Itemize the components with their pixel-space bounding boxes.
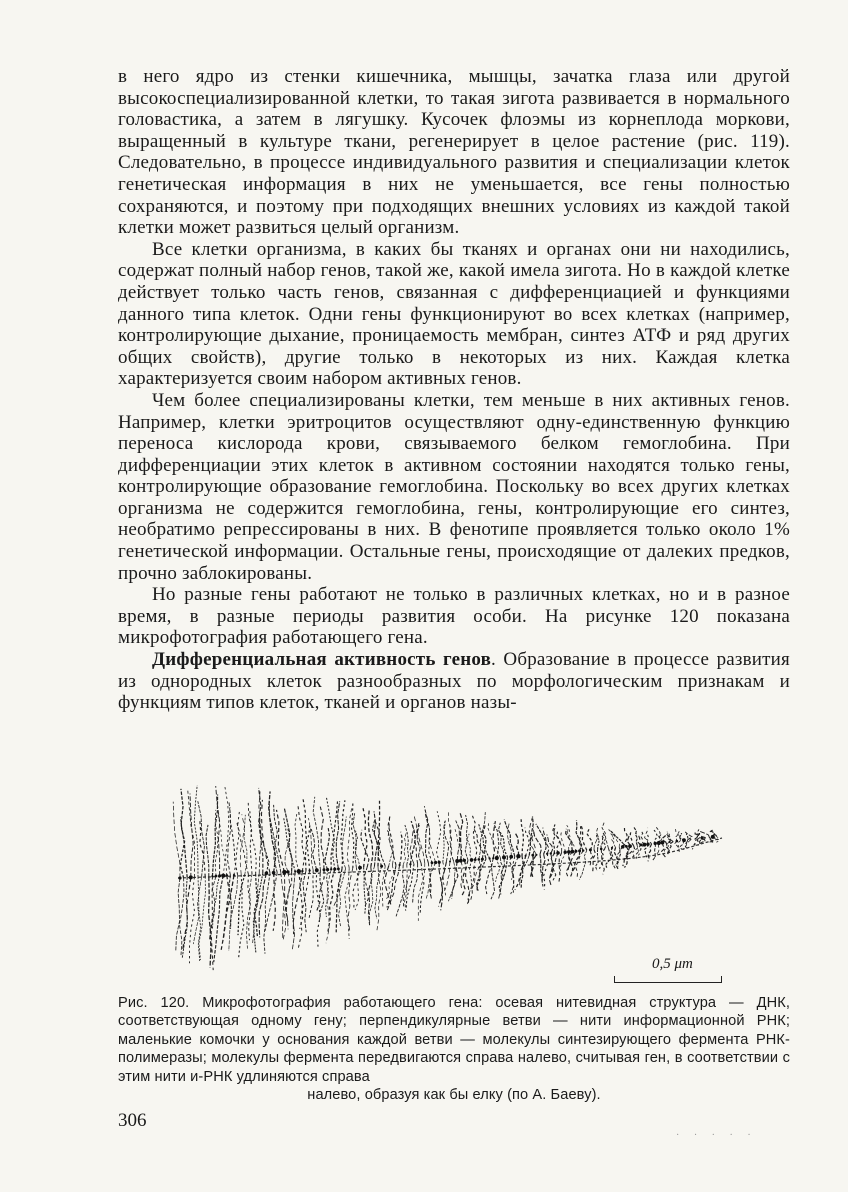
polymerase-dot — [628, 844, 632, 848]
rna-branch — [579, 850, 586, 879]
rna-branch — [230, 807, 238, 875]
polymerase-dot — [509, 855, 513, 859]
rna-branch — [341, 800, 345, 868]
rna-branch — [525, 828, 529, 856]
rna-branch — [601, 849, 604, 874]
rna-branch — [417, 825, 421, 864]
rna-branch — [496, 858, 500, 882]
rna-branch — [641, 831, 645, 845]
polymerase-dot — [301, 870, 303, 872]
paragraph-3: Чем более специализированы клетки, тем меньше в них активных генов. Например, клетки эритроцитов осуществляют одну-единственную функцию переноса кислорода крови, связываемого белком гемоглобина. При дифференциации этих клеток в активном состоянии находятся только гены, контролирующие образование гемоглобина. Поскольку во всех других клетках организма не содержится гемоглобина, гены, контролирующие его синтез, необратимо репрессированы в них. В фенотипе проявляется только около 1% генетической информации. Остальные гены, происходящие от далеких предков, прочно заблокированы. — [118, 389, 790, 584]
polymerase-dot — [315, 868, 319, 872]
rna-branch — [694, 839, 699, 845]
rna-branch — [472, 815, 477, 860]
polymerase-dot — [323, 868, 326, 871]
polymerase-dot — [409, 863, 411, 865]
rna-branch — [353, 868, 360, 911]
polymerase-dot — [431, 861, 434, 864]
rna-branch — [388, 818, 394, 866]
rna-branch — [370, 867, 375, 925]
rna-branch — [229, 875, 238, 951]
rna-branch — [325, 828, 330, 870]
polymerase-dot — [178, 876, 181, 879]
section-paragraph — [118, 649, 790, 714]
polymerase-dot — [294, 870, 296, 872]
rna-branch — [521, 856, 523, 888]
rna-branch — [414, 815, 425, 863]
polymerase-dot — [474, 858, 477, 861]
rna-branch — [361, 830, 369, 867]
rna-branch — [353, 813, 356, 868]
rna-branch — [363, 808, 367, 867]
section-text: . Образование в процессе развития из однородных клеток разнообразных по морфологическим признакам и функциям типов клеток, тканей и органов назы- — [118, 649, 790, 714]
polymerase-dot — [459, 859, 463, 863]
rna-branch — [382, 866, 385, 908]
rna-branch — [566, 824, 576, 851]
polymerase-dot — [564, 851, 567, 854]
polymerase-dot — [600, 848, 603, 851]
rna-branch — [336, 869, 342, 933]
rna-branch — [486, 859, 492, 895]
rna-branch — [240, 814, 244, 874]
rna-branch — [190, 877, 195, 963]
rna-branch — [234, 811, 240, 875]
micrograph-image — [170, 780, 730, 985]
rna-branch — [437, 811, 441, 862]
rna-branch — [339, 869, 346, 927]
rna-branch — [587, 829, 592, 850]
polymerase-dot — [621, 845, 625, 849]
rna-branch — [593, 850, 596, 872]
polymerase-dot — [337, 868, 340, 871]
rna-branch — [284, 808, 292, 871]
rna-branch — [668, 834, 671, 842]
rna-branch — [212, 795, 217, 877]
rna-branch — [654, 830, 657, 843]
rna-branch — [648, 844, 652, 862]
footer-marks: · · · · · — [676, 1130, 757, 1141]
rna-branch — [630, 830, 633, 845]
rna-branch — [320, 807, 324, 870]
rna-branch — [247, 874, 253, 949]
rna-branch — [590, 850, 593, 866]
polymerase-dot — [399, 864, 401, 866]
rna-branch — [472, 859, 481, 889]
rna-branch — [576, 820, 582, 851]
scale-label: 0,5 μm — [652, 956, 693, 972]
rna-branch — [461, 861, 463, 891]
rna-branch — [352, 802, 354, 869]
rna-branch — [281, 872, 285, 940]
rna-branch — [248, 874, 250, 940]
rna-branch — [244, 815, 247, 875]
polymerase-dot — [669, 841, 671, 843]
rna-branch — [559, 853, 562, 882]
rna-branch — [634, 827, 637, 845]
polymerase-dot — [478, 858, 481, 861]
rna-branch — [347, 808, 352, 868]
rna-branch — [298, 804, 305, 871]
rna-branch — [400, 832, 403, 865]
polymerase-dot — [676, 840, 679, 843]
polymerase-dot — [286, 870, 289, 873]
paragraph-1: в него ядро из стенки кишечника, мышцы, зачатка глаза или другой высокоспециализированной клетки, то такая зигота развивается в нормального головастика, а затем в лягушку. Кусочек флоэмы из корнеплода моркови, выращенный в культуре ткани, регенерирует в целое растение (рис. 119). Следовательно, в процессе индивидуального развития и специализации клеток генетическая информация в них не уменьшается, все гены полностью сохраняются, и поэтому при подходящих внешних условиях из каждой такой клетки может развиться целый организм. — [118, 66, 790, 239]
rna-branch — [594, 828, 598, 850]
rna-branch — [542, 854, 545, 886]
polymerase-dot — [571, 850, 575, 854]
rna-branch — [547, 835, 553, 854]
polymerase-dot — [481, 858, 484, 861]
polymerase-dot — [492, 857, 494, 859]
rna-branch — [173, 802, 180, 878]
rna-branch — [521, 817, 523, 856]
rna-branch — [531, 855, 534, 877]
rna-branch — [614, 848, 618, 870]
polymerase-dot — [550, 852, 552, 854]
rna-branch — [259, 873, 266, 937]
rna-branch — [511, 856, 519, 894]
rna-branch — [599, 849, 604, 869]
rna-branch — [298, 871, 309, 948]
rna-branch — [376, 823, 382, 867]
rna-branch — [491, 858, 495, 899]
caption-main: Рис. 120. Микрофотография работающего гена: осевая нитевидная структура — ДНК, соответствующая одному гену; перпендикулярные ветви — нити информационной РНК; маленькие комочки у основания каждой ветви — молекулы синтезирующего фермента РНК-полимеразы; молекулы фермента передвигаются справа налево, считывая ген, в соответствии с этим нити и-РНК удлиняются справа — [118, 995, 790, 1085]
polymerase-dot — [221, 874, 225, 878]
rna-branch — [685, 832, 692, 840]
rna-branch — [384, 866, 391, 905]
rna-branch — [365, 867, 369, 907]
polymerase-dot — [495, 856, 499, 860]
section-heading: Дифференциальная активность генов — [152, 649, 492, 671]
polymerase-dot — [215, 875, 218, 878]
rna-branch — [206, 825, 209, 877]
polymerase-dot — [657, 841, 661, 845]
polymerase-dot — [226, 874, 229, 877]
rna-branch — [403, 832, 406, 865]
rna-branch — [536, 824, 546, 854]
rna-branch — [348, 868, 353, 931]
rna-branch — [410, 821, 415, 864]
rna-branch — [675, 828, 680, 841]
polymerase-dot — [531, 854, 534, 857]
rna-branch — [396, 865, 404, 917]
polymerase-dot — [189, 875, 193, 879]
rna-branch — [307, 823, 310, 870]
body-text — [118, 66, 790, 714]
rna-branch — [596, 849, 599, 870]
polymerase-dot — [438, 861, 441, 864]
polymerase-dot — [272, 871, 276, 875]
polymerase-dot — [282, 870, 286, 874]
rna-branch — [429, 863, 436, 901]
rna-branch — [277, 810, 285, 872]
paragraph-4: Но разные гены работают не только в различных клетках, но и в разное время, в разные периоды развития особи. На рисунке 120 показана микрофотография работающего гена. — [118, 584, 790, 649]
polymerase-dot — [556, 851, 560, 855]
rna-branch — [345, 868, 349, 939]
rna-branch — [477, 859, 487, 891]
rna-branch — [504, 820, 515, 857]
polymerase-dot — [575, 850, 578, 853]
rna-branch — [273, 873, 275, 931]
caption-last-line: налево, образуя как бы елку (по А. Баеву). — [307, 1087, 601, 1104]
polymerase-dot — [578, 849, 581, 852]
scale-bar — [614, 976, 722, 983]
polymerase-dot — [589, 848, 592, 851]
rna-branch — [209, 876, 211, 967]
page-number: 306 — [118, 1110, 147, 1131]
rna-branch — [326, 870, 329, 917]
rna-branch — [355, 868, 358, 910]
rna-branch — [269, 791, 276, 872]
polymerase-dot — [265, 871, 269, 875]
rna-branch — [608, 848, 615, 868]
rna-branch — [237, 822, 249, 875]
polymerase-dot — [309, 870, 311, 872]
rna-branch — [181, 789, 187, 878]
polymerase-dot — [502, 855, 506, 859]
polymerase-dot — [218, 874, 221, 877]
rna-branch — [467, 834, 472, 860]
rna-branch — [333, 869, 341, 908]
polymerase-dot — [470, 858, 474, 862]
polymerase-dot — [625, 845, 628, 848]
polymerase-dot — [516, 854, 520, 858]
rna-branch — [309, 870, 314, 920]
rna-branch — [319, 870, 324, 922]
rna-branch — [443, 862, 446, 895]
polymerase-dot — [455, 859, 459, 863]
polymerase-dot — [297, 869, 301, 873]
polymerase-dot — [380, 865, 383, 868]
rna-branch — [557, 832, 561, 853]
polymerase-dot — [546, 853, 548, 855]
rna-branch — [601, 832, 604, 849]
polymerase-dot — [611, 847, 613, 849]
paragraph-2: Все клетки организма, в каких бы тканях и органах они ни находились, содержат полный набор генов, такой же, какой имела зигота. Но в каждой клетке действует только часть генов, связанная с дифференциацией и функциями данного типа клеток. Одни гены функционируют во всех клетках (например, контролирующие дыхание, проницаемость мембран, синтез АТФ и ряд других общих свойств), другие только в некоторых из них. Каждая клетка характеризуется своим набором активных генов. — [118, 238, 790, 390]
rna-branch — [221, 875, 229, 949]
rna-branch — [610, 831, 619, 848]
rna-branch — [292, 872, 295, 951]
polymerase-dot — [525, 855, 527, 857]
polymerase-dot — [463, 859, 466, 862]
rna-branch — [418, 863, 425, 921]
polymerase-dot — [567, 850, 571, 854]
polymerase-dot — [333, 868, 336, 871]
polymerase-dot — [330, 868, 332, 870]
polymerase-dot — [449, 861, 451, 863]
rna-branch — [544, 854, 549, 890]
gene-micrograph — [170, 780, 730, 985]
polymerase-dot — [434, 861, 437, 864]
polymerase-dot — [642, 843, 646, 847]
rna-branch — [534, 832, 542, 855]
rna-branch — [265, 873, 277, 931]
polymerase-dot — [489, 857, 491, 859]
polymerase-dot — [646, 843, 649, 846]
polymerase-dot — [553, 852, 555, 854]
rna-branch — [303, 798, 307, 871]
polymerase-dot — [233, 874, 235, 876]
polymerase-dot — [535, 854, 537, 856]
figure-caption — [118, 994, 790, 1104]
polymerase-dot — [358, 866, 362, 870]
rna-branch — [466, 860, 470, 903]
rna-branch — [198, 801, 205, 877]
polymerase-dot — [682, 838, 686, 842]
polymerase-dot — [211, 875, 213, 877]
rna-branch — [295, 813, 299, 871]
rna-branch — [568, 852, 572, 877]
polymerase-dot — [326, 868, 329, 871]
rna-branch — [554, 826, 562, 853]
rna-branch — [368, 809, 373, 867]
rna-branch — [176, 878, 180, 951]
rna-branch — [515, 856, 526, 890]
polymerase-dot — [582, 849, 584, 851]
polymerase-dot — [711, 835, 715, 839]
rna-branch — [515, 833, 518, 856]
polymerase-dot — [654, 842, 657, 845]
rna-branch — [532, 855, 537, 877]
